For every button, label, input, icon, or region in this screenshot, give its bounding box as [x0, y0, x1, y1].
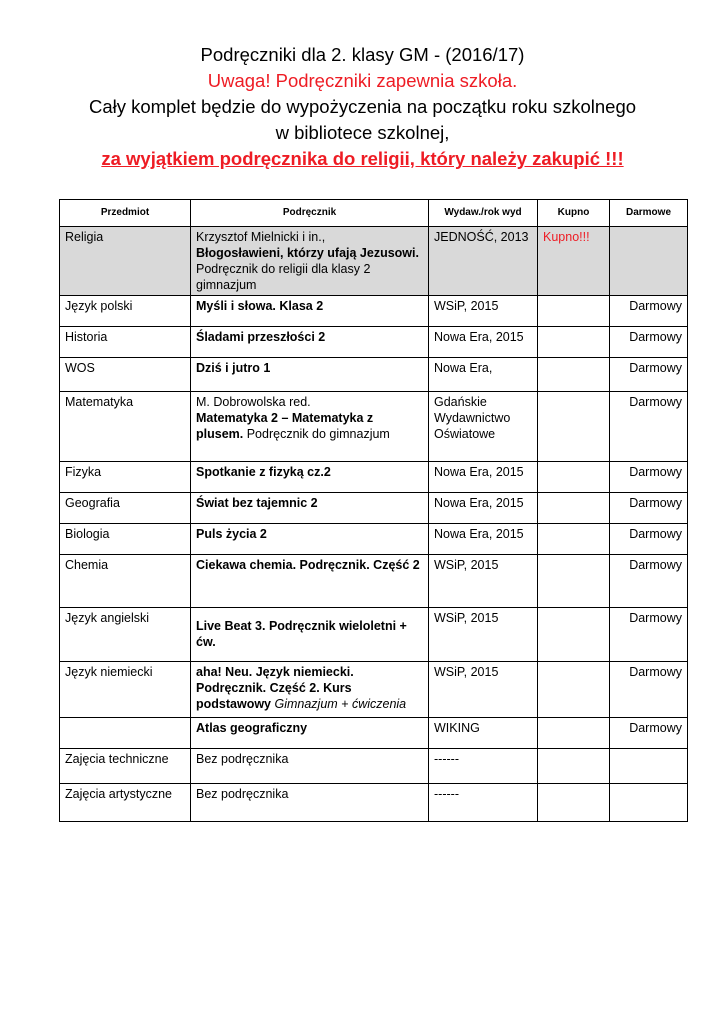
info-line-1: Cały komplet będzie do wypożyczenia na początku roku szkolnego	[88, 96, 637, 117]
free-cell: Darmowy	[610, 524, 688, 555]
doc-title: Podręczniki dla 2. klasy GM - (2016/17)	[200, 44, 525, 65]
free-cell: Darmowy	[610, 462, 688, 493]
table-row	[60, 227, 688, 296]
subject-cell	[60, 718, 191, 749]
purchase-cell	[538, 296, 610, 327]
book-cell	[191, 662, 429, 718]
publisher-cell: Nowa Era, 2015	[429, 524, 538, 555]
book-cell: Bez podręcznika	[191, 784, 429, 822]
book-title: Dziś i jutro 1	[191, 358, 429, 392]
subject-cell: Religia	[60, 227, 191, 296]
publisher-cell: Nowa Era, 2015	[429, 493, 538, 524]
subject-cell: Zajęcia artystyczne	[60, 784, 191, 822]
book-title: Myśli i słowa. Klasa 2	[191, 296, 429, 327]
free-cell: Darmowy	[610, 662, 688, 718]
subject-cell: Biologia	[60, 524, 191, 555]
subject-cell: Geografia	[60, 493, 191, 524]
table-row	[60, 462, 688, 493]
subject-cell: Język angielski	[60, 608, 191, 662]
purchase-cell	[538, 555, 610, 608]
book-author: Krzysztof Mielnicki i in.,	[196, 230, 326, 244]
free-cell: Darmowy	[610, 392, 688, 462]
publisher-line: Gdańskie	[434, 395, 487, 409]
table-row	[60, 784, 688, 822]
publisher-cell: WIKING	[429, 718, 538, 749]
book-extra: Podręcznik do gimnazjum	[243, 427, 390, 441]
free-cell	[610, 784, 688, 822]
subject-cell: Matematyka	[60, 392, 191, 462]
info-line-2: w bibliotece szkolnej,	[275, 122, 450, 143]
book-title: Ciekawa chemia. Podręcznik. Część 2	[191, 555, 429, 608]
textbook-table	[59, 199, 688, 822]
free-cell: Darmowy	[610, 493, 688, 524]
book-cell	[191, 227, 429, 296]
subject-cell: WOS	[60, 358, 191, 392]
publisher-line: Oświatowe	[434, 427, 496, 441]
table-row	[60, 296, 688, 327]
table-header-row	[60, 200, 688, 227]
publisher-cell: WSiP, 2015	[429, 296, 538, 327]
subject-cell: Zajęcia techniczne	[60, 749, 191, 784]
publisher-cell: Nowa Era, 2015	[429, 462, 538, 493]
publisher-cell: WSiP, 2015	[429, 555, 538, 608]
subject-cell: Język niemiecki	[60, 662, 191, 718]
table-row	[60, 524, 688, 555]
free-cell: Darmowy	[610, 327, 688, 358]
col-header-purchase: Kupno	[538, 200, 610, 227]
purchase-cell	[538, 524, 610, 555]
purchase-cell	[538, 392, 610, 462]
book-title: aha! Neu. Język niemiecki. Podręcznik. Część 2. Kurs podstawowy	[196, 665, 354, 711]
purchase-cell: Kupno!!!	[538, 227, 610, 296]
table-row	[60, 327, 688, 358]
book-title: Spotkanie z fizyką cz.2	[191, 462, 429, 493]
free-cell: Darmowy	[610, 555, 688, 608]
publisher-cell: ------	[429, 784, 538, 822]
free-cell	[610, 749, 688, 784]
document-header	[0, 42, 725, 172]
book-title: Świat bez tajemnic 2	[191, 493, 429, 524]
publisher-cell: Nowa Era,	[429, 358, 538, 392]
subject-cell: Historia	[60, 327, 191, 358]
publisher-cell: Nowa Era, 2015	[429, 327, 538, 358]
free-cell	[610, 227, 688, 296]
table-row	[60, 555, 688, 608]
book-author: M. Dobrowolska red.	[196, 395, 311, 409]
col-header-subject: Przedmiot	[60, 200, 191, 227]
free-cell: Darmowy	[610, 608, 688, 662]
table-row	[60, 358, 688, 392]
free-cell: Darmowy	[610, 358, 688, 392]
subject-cell: Język polski	[60, 296, 191, 327]
table-row	[60, 493, 688, 524]
free-cell: Darmowy	[610, 718, 688, 749]
book-cell: Bez podręcznika	[191, 749, 429, 784]
publisher-cell	[429, 392, 538, 462]
table-row	[60, 718, 688, 749]
purchase-cell	[538, 784, 610, 822]
purchase-cell	[538, 358, 610, 392]
free-cell: Darmowy	[610, 296, 688, 327]
purchase-cell	[538, 493, 610, 524]
subject-cell: Fizyka	[60, 462, 191, 493]
book-cell	[191, 392, 429, 462]
book-title: Matematyka 2 – Matematyka z plusem.	[196, 411, 374, 441]
book-title: Puls życia 2	[191, 524, 429, 555]
book-title: Live Beat 3. Podręcznik wieloletni + ćw.	[191, 608, 429, 662]
book-title: Atlas geograficzny	[191, 718, 429, 749]
notice-line: Uwaga! Podręczniki zapewnia szkoła.	[207, 70, 518, 91]
publisher-line: Wydawnictwo	[434, 411, 511, 425]
publisher-cell: WSiP, 2015	[429, 662, 538, 718]
book-extra: Gimnazjum + ćwiczenia	[271, 697, 407, 711]
table-row	[60, 749, 688, 784]
purchase-cell	[538, 662, 610, 718]
book-title: Błogosławieni, którzy ufają Jezusowi.	[196, 246, 419, 260]
table-row	[60, 608, 688, 662]
publisher-cell: ------	[429, 749, 538, 784]
purchase-cell	[538, 462, 610, 493]
table-row	[60, 662, 688, 718]
book-title: Śladami przeszłości 2	[191, 327, 429, 358]
publisher-cell: WSiP, 2015	[429, 608, 538, 662]
subject-cell: Chemia	[60, 555, 191, 608]
col-header-publisher: Wydaw./rok wyd	[429, 200, 538, 227]
table-row	[60, 392, 688, 462]
purchase-cell	[538, 608, 610, 662]
purchase-cell	[538, 718, 610, 749]
publisher-cell: JEDNOŚĆ, 2013	[429, 227, 538, 296]
col-header-book: Podręcznik	[191, 200, 429, 227]
book-extra: Podręcznik do religii dla klasy 2 gimnazjum	[196, 262, 371, 292]
purchase-cell	[538, 749, 610, 784]
purchase-cell	[538, 327, 610, 358]
col-header-free: Darmowe	[610, 200, 688, 227]
religion-warning: za wyjątkiem podręcznika do religii, który należy zakupić !!!	[101, 148, 624, 169]
